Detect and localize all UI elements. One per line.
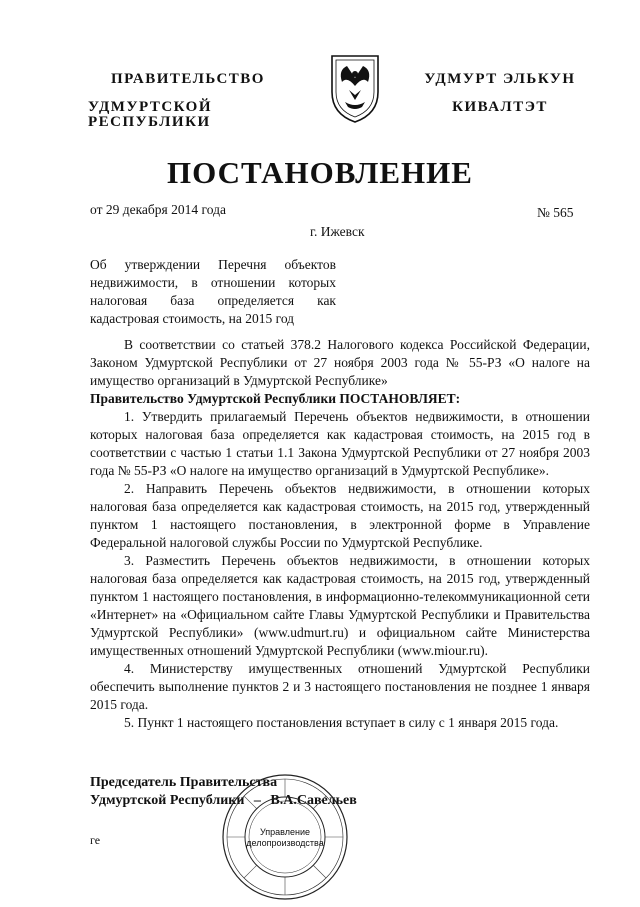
signature-title-line1: Председатель Правительства xyxy=(90,775,278,790)
point-2: 2. Направить Перечень объектов недвижимости, в отношении которых налоговая база определяется как кадастровая стоимость, на 2015 год, утвержденный пунктом 1 настоящего постановления, в электронной форме в Управление Федеральной налоговой службы России по Удмуртской Республике. xyxy=(90,481,590,550)
subject-line: кадастровая стоимость, на 2015 год xyxy=(90,311,295,326)
point-4: 4. Министерству имущественных отношений Удмуртской Республики обеспечить выполнение пунктов 2 и 3 настоящего постановления не позднее 1 января 2015 года. xyxy=(90,661,590,712)
header-right-line2: КИВАЛТЭТ xyxy=(452,99,548,115)
document-body xyxy=(90,336,590,732)
document-date: от 29 декабря 2014 года xyxy=(90,202,226,217)
subject-line: недвижимости, в отношении которых xyxy=(90,275,336,290)
executor-initials: ге xyxy=(90,833,101,847)
document-number: № 565 xyxy=(537,205,574,220)
stamp-ring-icon xyxy=(220,772,350,902)
document-city: г. Ижевск xyxy=(310,224,365,239)
signature-block: Председатель Правительства Удмуртской Республики – В.А.Савельев xyxy=(90,775,357,808)
stamp-line2: делопроизводства xyxy=(246,838,324,848)
point-1: 1. Утвердить прилагаемый Перечень объектов недвижимости, в отношении которых налоговая база определяется как кадастровая стоимость, на 2015 год в соответствии с частью 1 статьи 1.1 Закона Удмуртской Республики от 27 ноября 2003 года № 55-РЗ «О налоге на имущество организаций в Удмуртской Республике». xyxy=(90,409,590,478)
header-left-line2: УДМУРТСКОЙ РЕСПУБЛИКИ xyxy=(88,99,212,130)
point-5: 5. Пункт 1 настоящего постановления вступает в силу с 1 января 2015 года. xyxy=(124,715,559,730)
header-left-line1: ПРАВИТЕЛЬСТВО xyxy=(111,71,265,87)
signature-name: В.А.Савельев xyxy=(270,793,357,808)
signature-title-line2: Удмуртской Республики xyxy=(90,793,245,808)
preamble-paragraph: В соответствии со статьей 378.2 Налогового кодекса Российской Федерации, Законом Удмуртской Республики от 27 ноября 2003 года № 55-РЗ «О налоге на имущество организаций в Удмуртской Республике» xyxy=(90,337,590,388)
coat-of-arms-icon xyxy=(329,52,381,124)
document-title: ПОСТАНОВЛЕНИЕ xyxy=(167,155,473,190)
decision-line: Правительство Удмуртской Республики ПОСТАНОВЛЯЕТ: xyxy=(90,391,461,406)
document-subject xyxy=(90,256,336,328)
office-stamp xyxy=(220,772,350,902)
header-right-line1: УДМУРТ ЭЛЬКУН xyxy=(424,71,576,87)
subject-line: Об утверждении Перечня объектов xyxy=(90,257,336,272)
point-3: 3. Разместить Перечень объектов недвижимости, в отношении которых налоговая база определяется как кадастровая стоимость, на 2015 год, утвержденный пунктом 1 настоящего постановления, в информационно-телекоммуникационной сети «Интернет» на «Официальном сайте Главы Удмуртской Республики и Правительства Удмуртской Республики» (www.udmurt.ru) и официальном сайте Министерства имущественных отношений Удмуртской Республики (www.miour.ru). xyxy=(90,553,590,658)
subject-line: налоговая база определяется как xyxy=(90,293,336,308)
stamp-line1: Управление xyxy=(259,827,311,837)
